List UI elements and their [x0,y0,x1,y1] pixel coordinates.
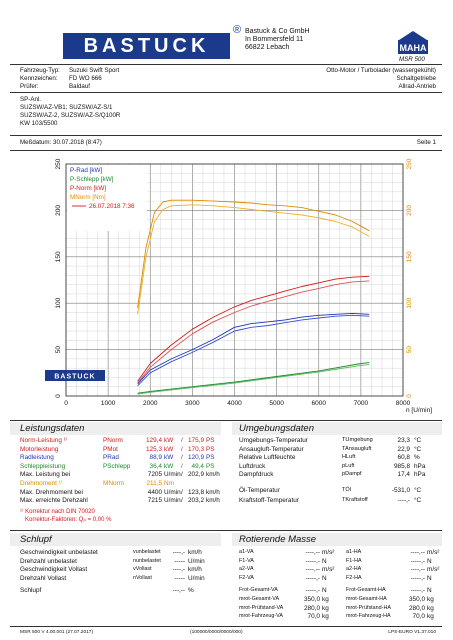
umgebung-symbol: TUmgebung [342,437,373,443]
umgebung-unit: °C [414,445,422,453]
company-name: Bastuck & Co GmbH [245,28,310,35]
y-left-tick-label: 200 [55,204,62,216]
schlupf-symbol: vunbelastet [133,549,161,555]
faktoren-text: Korrektur-Faktoren: Qₚ = 0,00 % [25,517,112,523]
company-city: 66822 Lebach [245,44,290,51]
schlupf-value: ----- [174,557,185,565]
umgebung-symbol: HLuft [342,454,356,461]
leistung-label: Schleppleistung [20,462,66,470]
masse-value-ha: 280,0 [409,604,425,612]
svg-text:MAHA: MAHA [399,43,427,53]
masse-symbol-va: a2-VA [239,566,254,573]
legend-entry: P-Schlepp [kW] [70,176,114,183]
umgebung-symbol: pDampf [342,471,362,478]
masse-symbol-va: Frot-Gesamt-VA [239,587,278,594]
y-right-tick-label: 50 [406,345,413,354]
leistung-value-2: 202,9 [188,471,204,479]
masse-symbol-ha: Frot-Gesamt-HA [346,587,386,594]
masse-unit-va: kg [322,596,329,603]
masse-symbol-va: mrot-Gesamt-VA [239,596,280,602]
series-line [138,200,370,308]
leistung-value-2: 49,4 [191,462,204,470]
schlupf-value: ----- [174,574,185,582]
power-chart [0,150,453,418]
masse-symbol-va: F2-VA [239,574,254,581]
masse-unit-va: N [322,557,327,565]
umgebung-value: 22,9 [397,445,410,453]
leistung-separator: / [181,445,183,453]
schlupf-unit: U/min [188,574,205,582]
leistung-value-2: 203,2 [188,497,204,505]
masse-unit-ha: kg [427,596,434,603]
masse-symbol-ha: mrot-Gesamt-HA [346,596,387,602]
umgebung-unit: °C [414,437,422,444]
schlupf-label: Geschwindigkeit unbelastet [20,549,98,556]
masse-symbol-va: mrot-Fahrzeug-VA [239,613,283,620]
leistung-separator: / [181,471,183,479]
leistung-value-1: 7215 [147,497,162,505]
y-left-tick-label: 50 [55,345,62,354]
leistung-unit-2: km/h [206,488,220,496]
leistung-value-1: 125,3 [146,445,162,453]
umgebung-label: Dampfdruck [239,471,274,479]
x-axis-label: n [U/min] [406,407,433,414]
legend-entry: P-Rad [kW] [70,167,103,174]
schlupf-label: Drehzahl unbelastet [20,557,77,565]
umgebung-symbol: TKraftstoff [342,496,368,503]
company-street: In Bommersfeld 11 [245,36,304,43]
umgebung-value: 23,3 [397,437,410,444]
leistung-value-1: 7205 [147,471,162,479]
legend-entry: MNorm [Nm] [70,194,106,201]
schlupf-value: ----,- [172,549,185,556]
masse-value-va: ----,-- [305,549,320,556]
umgebung-unit: °C [414,496,422,504]
leistung-unit-2: PS [206,445,215,453]
leistung-label: Max. erreichte Drehzahl [20,497,88,505]
masse-unit-va: kg [322,604,329,612]
umgebung-value: 985,8 [394,462,410,470]
masse-symbol-va: mrot-Prüfstand-VA [239,604,284,611]
leistung-unit-1: U/min [164,471,181,479]
masse-value-va: 70,0 [307,613,320,621]
legend-entry: P-Norm [kW] [70,185,107,192]
y-left-tick-label: 250 [55,158,62,170]
masse-unit-va: m/s² [322,566,335,574]
measure-date: Meßdatum: 30.07.2018 (8:47) [20,139,102,146]
masse-symbol-ha: mrot-Fahrzeug-HA [346,613,391,620]
masse-unit-va: N [322,574,327,582]
umgebung-unit: % [414,454,420,462]
masse-symbol-ha: a1-HA [346,549,362,555]
note-4: KW 103/5500 [20,120,58,127]
leistung-value-2: 175,9 [188,437,204,444]
masse-unit-va: m/s² [322,549,335,556]
y-right-tick-label: 200 [406,204,413,216]
leistung-unit-1: U/min [164,497,181,505]
model-text: MSR 500 [399,56,425,63]
schlupf-unit: U/min [188,557,205,565]
chart-badge-text: BASTUCK [54,373,96,381]
x-tick-label: 8000 [395,400,411,407]
leistung-unit-1: kW [164,454,174,462]
masse-value-va: 350,0 [304,596,320,603]
masse-value-va: 280,0 [304,604,320,612]
y-right-tick-label: 150 [406,251,413,263]
leistung-unit-2: PS [206,462,215,470]
drive-text: Allrad-Antrieb [398,83,436,90]
footer-left: MSR 500 V 4.00.001 (27.07.2017) [20,630,94,635]
masse-title: Rotierende Masse [239,534,317,545]
schlupf-unit: km/h [188,549,202,556]
leistung-unit-2: PS [206,437,215,444]
x-tick-label: 2000 [143,400,158,407]
umgebung-symbol: pLuft [342,462,355,469]
masse-value-va: -----,- [305,557,320,565]
note-1: SP-Anl. [20,96,41,103]
umgebung-label: Ansaugluft-Temperatur [239,445,304,453]
series-line [138,315,370,386]
schlupf-label: Geschwindigkeit Vollast [20,566,88,574]
masse-symbol-va: a1-VA [239,549,254,555]
schlupf-unit: % [188,587,194,595]
umgebung-label: Kraftstoff-Temperatur [239,496,299,504]
masse-unit-ha: m/s² [427,566,440,574]
leistung-label: Max. Drehmoment bei [20,488,83,496]
masse-value-ha: 70,0 [412,613,425,621]
leistung-separator: / [181,488,183,496]
umgebung-unit: hPa [414,462,426,470]
umgebung-label: Relative Luftfeuchte [239,454,296,462]
vehicle-type-label: Fahrzeug-Typ: [20,67,60,74]
leistung-unit-1: U/min [164,488,181,496]
masse-symbol-ha: F1-HA [346,557,362,564]
plate-value: FD WO 666 [69,75,102,82]
x-tick-label: 5000 [269,400,284,407]
leistung-symbol: PNorm [103,437,123,444]
y-left-tick-label: 100 [55,297,62,309]
leistung-value-2: 120,9 [188,454,204,462]
leistung-value-1: 211,5 [146,480,162,487]
series-line [138,363,370,394]
note-2: SUZSW/AZ-VB1; SUZSW/AZ-S/1 [20,104,113,111]
masse-value-ha: ----,-- [410,566,425,574]
schlupf-label: Drehzahl Vollast [20,574,67,582]
leistung-unit-2: km/h [206,497,220,505]
schlupf-unit: km/h [188,566,202,574]
schlupf-title: Schlupf [20,534,52,545]
y-left-tick-label: 0 [55,394,62,398]
schlupf-label: Schlupf [20,587,42,595]
leistung-unit-1: kW [164,437,174,444]
masse-unit-ha: kg [427,604,434,612]
leistung-value-1: 88,9 [149,454,162,462]
leistung-value-1: 36,4 [149,462,162,470]
leistung-label: Norm-Leistung ¹⁾ [20,437,68,444]
schlupf-symbol: vVollast [133,566,152,573]
legend-entry: 26.07.2018 7:36 [89,203,135,210]
leistung-symbol: PSchlepp [103,462,131,470]
masse-value-ha: -----,- [410,587,425,595]
x-tick-label: 4000 [227,400,242,407]
registered-mark: ® [233,24,242,36]
masse-symbol-ha: a2-HA [346,566,362,573]
korrektur-text: ¹⁾ Korrektur nach DIN 70020 [20,509,95,515]
y-right-tick-label: 0 [406,394,413,398]
x-tick-label: 7000 [353,400,369,407]
umgebung-symbol: TÖl [342,487,352,493]
masse-unit-va: N [322,587,327,595]
umgebung-value: 60,8 [397,454,410,462]
masse-value-ha: ----,-- [410,549,425,556]
schlupf-symbol: nVollast [133,574,152,581]
gearbox-text: Schaltgetriebe [396,75,436,82]
maha-logo [396,30,430,55]
masse-symbol-ha: mrot-Prüfstand-HA [346,604,391,611]
leistung-label: Motorleistung [20,445,59,453]
masse-unit-ha: m/s² [427,549,440,556]
leistung-title: Leistungsdaten [20,423,85,434]
umgebung-title: Umgebungsdaten [239,423,314,434]
leistung-unit-2: PS [206,454,215,462]
schlupf-value: ---,-- [172,587,185,595]
leistung-separator: / [181,437,183,444]
leistung-symbol: PMot [103,445,118,453]
masse-unit-ha: N [427,574,432,582]
umgebung-value: 17,4 [397,471,410,479]
leistung-label: Max. Leistung bei [20,471,71,479]
masse-symbol-va: F1-VA [239,557,254,564]
tester-label: Prüfer: [20,83,39,90]
umgebung-unit: hPa [414,471,426,479]
vehicle-type-value: Suzuki Swift Sport [69,67,120,74]
x-tick-label: 0 [64,400,68,407]
x-tick-label: 3000 [185,400,200,407]
umgebung-label: Öl-Temperatur [239,487,280,494]
page-number: Seite 1 [416,139,436,146]
footer-center: (100000/0000/0000/000) [190,630,243,635]
masse-value-ha: -----,- [410,557,425,565]
schlupf-value: ----,- [172,566,185,574]
leistung-separator: / [181,462,183,470]
engine-text: Otto-Motor / Turbolader (wassergekühlt) [326,67,436,74]
plate-label: Kennzeichen: [20,75,58,82]
leistung-value-1: 4400 [147,488,162,496]
leistung-separator: / [181,497,183,505]
masse-value-ha: -----,- [410,574,425,582]
umgebung-unit: °C [414,487,422,494]
umgebung-value: -531,0 [391,487,410,494]
note-3: SUZSW/AZ-2, SUZSW/AZ-S/Q100R [20,112,121,119]
leistung-unit-1: kW [164,445,174,453]
umgebung-symbol: TAnsaugluft [342,445,372,452]
masse-value-va: ----,-- [305,566,320,574]
masse-value-ha: 350,0 [409,596,425,603]
leistung-unit-1: Nm [164,480,174,487]
leistung-separator: / [181,454,183,462]
umgebung-label: Umgebungs-Temperatur [239,437,308,444]
masse-value-va: -----,- [305,574,320,582]
umgebung-value: ----,- [397,496,410,504]
leistung-symbol: MNorm [103,480,124,487]
leistung-value-2: 123,8 [188,488,204,496]
masse-unit-ha: N [427,557,432,565]
y-right-tick-label: 100 [406,297,413,309]
x-tick-label: 6000 [311,400,326,407]
footer-right: LPS-EURO V1.37.010 [388,630,436,635]
masse-unit-va: kg [322,613,329,621]
leistung-symbol: PRad [103,454,119,462]
umgebung-label: Luftdruck [239,462,266,470]
leistung-value-2: 170,3 [188,445,204,453]
tester-value: Baldauf [69,83,90,90]
bastuck-logo: BASTUCK [63,33,230,59]
leistung-label: Drehmoment ¹⁾ [20,480,63,487]
y-right-tick-label: 250 [406,158,413,170]
leistung-value-1: 129,4 [146,437,162,444]
masse-symbol-ha: F2-HA [346,574,362,581]
leistung-unit-2: km/h [206,471,220,479]
schlupf-symbol: nunbelastet [133,557,161,564]
y-left-tick-label: 150 [55,251,62,263]
series-line [138,276,370,381]
leistung-unit-1: kW [164,462,174,470]
masse-unit-ha: N [427,587,432,595]
series-line [138,205,370,314]
leistung-label: Radleistung [20,454,54,462]
masse-value-va: -----,- [305,587,320,595]
masse-unit-ha: kg [427,613,434,621]
x-tick-label: 1000 [100,400,116,407]
